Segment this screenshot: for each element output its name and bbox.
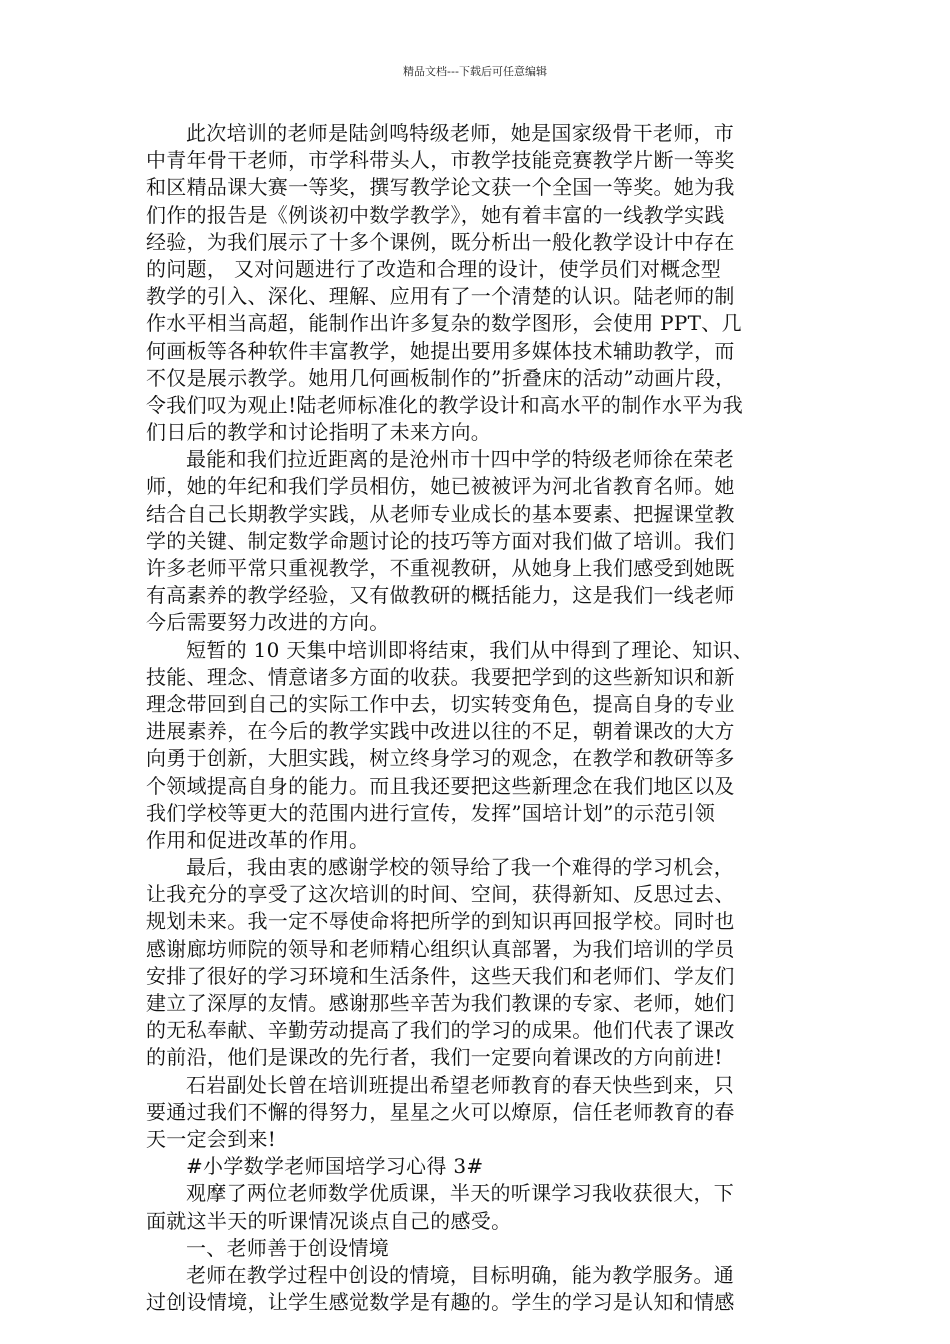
text-line: 们日后的教学和讨论指明了未来方向。 [146, 420, 492, 445]
text-line: 最后，我由衷的感谢学校的领导给了我一个难得的学习机会， [186, 855, 735, 880]
text-line: 天一定会到来! [146, 1126, 277, 1151]
text-line: 令我们叹为观止!陆老师标准化的教学设计和高水平的制作水平为我 [146, 392, 744, 417]
text-line: 理念带回到自己的实际工作中去，切实转变角色，提高自身的专业 [146, 691, 735, 716]
text-line: 的前沿，他们是课改的先行者，我们一定要向着课改的方向前进! [146, 1045, 723, 1070]
text-line: 进展素养，在今后的教学实践中改进以往的不足，朝着课改的大方 [146, 719, 735, 744]
text-line: 技能、理念、情意诸多方面的收获。我要把学到的这些新知识和新 [146, 664, 735, 689]
text-line: 不仅是展示教学。她用几何画板制作的”折叠床的活动”动画片段， [146, 365, 736, 390]
text-line: #小学数学老师国培学习心得 3# [186, 1154, 484, 1179]
text-line: 作用和促进改革的作用。 [146, 827, 370, 852]
text-line: 有高素养的教学经验，又有做教研的概括能力，这是我们一线老师 [146, 583, 735, 608]
text-line: 何画板等各种软件丰富教学，她提出要用多媒体技术辅助教学，而 [146, 338, 735, 363]
text-line: 一、老师善于创设情境 [186, 1235, 389, 1260]
text-line: 要通过我们不懈的得努力，星星之火可以燎原，信任老师教育的春 [146, 1099, 735, 1124]
text-line: 结合自己长期教学实践，从老师专业成长的基本要素、把握课堂教 [146, 501, 735, 526]
text-line: 师，她的年纪和我们学员相仿，她已被被评为河北省教育名师。她 [146, 474, 735, 499]
text-line: 的问题， 又对问题进行了改造和合理的设计，使学员们对概念型 [146, 256, 722, 281]
text-line: 经验，为我们展示了十多个课例，既分析出一般化教学设计中存在 [146, 229, 735, 254]
text-line: 的无私奉献、辛勤劳动提高了我们的学习的成果。他们代表了课改 [146, 1018, 735, 1043]
text-line: 面就这半天的听课情况谈点自己的感受。 [146, 1208, 512, 1233]
text-line: 今后需要努力改进的方向。 [146, 610, 390, 635]
text-line: 安排了很好的学习环境和生活条件，这些天我们和老师们、学友们 [146, 963, 735, 988]
text-line: 建立了深厚的友情。感谢那些辛苦为我们教课的专家、老师，她们 [146, 991, 735, 1015]
text-line: 此次培训的老师是陆剑鸣特级老师，她是国家级骨干老师，市 [186, 121, 735, 145]
text-line: 短暂的 10 天集中培训即将结束，我们从中得到了理论、知识、 [186, 637, 754, 662]
text-line: 观摩了两位老师数学优质课，半天的听课学习我收获很大，下 [186, 1181, 735, 1206]
text-line: 向勇于创新，大胆实践，树立终身学习的观念，在教学和教研等多 [146, 746, 735, 771]
text-line: 石岩副处长曾在培训班提出希望老师教育的春天快些到来，只 [186, 1072, 735, 1097]
document-body [146, 120, 830, 1316]
text-line: 学的关键、制定数学命题讨论的技巧等方面对我们做了培训。我们 [146, 528, 735, 553]
text-line: 最能和我们拉近距离的是沧州市十四中学的特级老师徐在荣老 [186, 447, 735, 472]
text-line: 规划未来。我一定不辱使命将把所学的到知识再回报学校。同时也 [146, 909, 735, 934]
text-line: 老师在教学过程中创设的情境，目标明确，能为教学服务。通 [186, 1262, 735, 1287]
text-line: 教学的引入、深化、理解、应用有了一个清楚的认识。陆老师的制 [146, 284, 735, 309]
text-line: 作水平相当高超，能制作出许多复杂的数学图形，会使用 PPT、几 [146, 311, 742, 336]
text-line: 过创设情境，让学生感觉数学是有趣的。学生的学习是认知和情感 [146, 1290, 735, 1315]
text-line: 和区精品课大赛一等奖，撰写教学论文获一个全国一等奖。她为我 [146, 175, 735, 200]
text-line: 让我充分的享受了这次培训的时间、空间，获得新知、反思过去、 [146, 882, 735, 907]
text-line: 感谢廊坊师院的领导和老师精心组织认真部署，为我们培训的学员 [146, 936, 735, 961]
text-line: 们作的报告是《例谈初中数学教学》，她有着丰富的一线教学实践 [146, 202, 725, 227]
page-header: 精品文档---下载后可任意编辑 [403, 65, 547, 78]
text-line: 许多老师平常只重视教学，不重视教研，从她身上我们感受到她既 [146, 556, 735, 580]
text-line: 我们学校等更大的范围内进行宣传，发挥”国培计划”的示范引领 [146, 800, 716, 825]
text-line: 个领域提高自身的能力。而且我还要把这些新理念在我们地区以及 [146, 773, 735, 798]
text-line: 中青年骨干老师，市学科带头人，市教学技能竞赛教学片断一等奖 [146, 148, 735, 173]
